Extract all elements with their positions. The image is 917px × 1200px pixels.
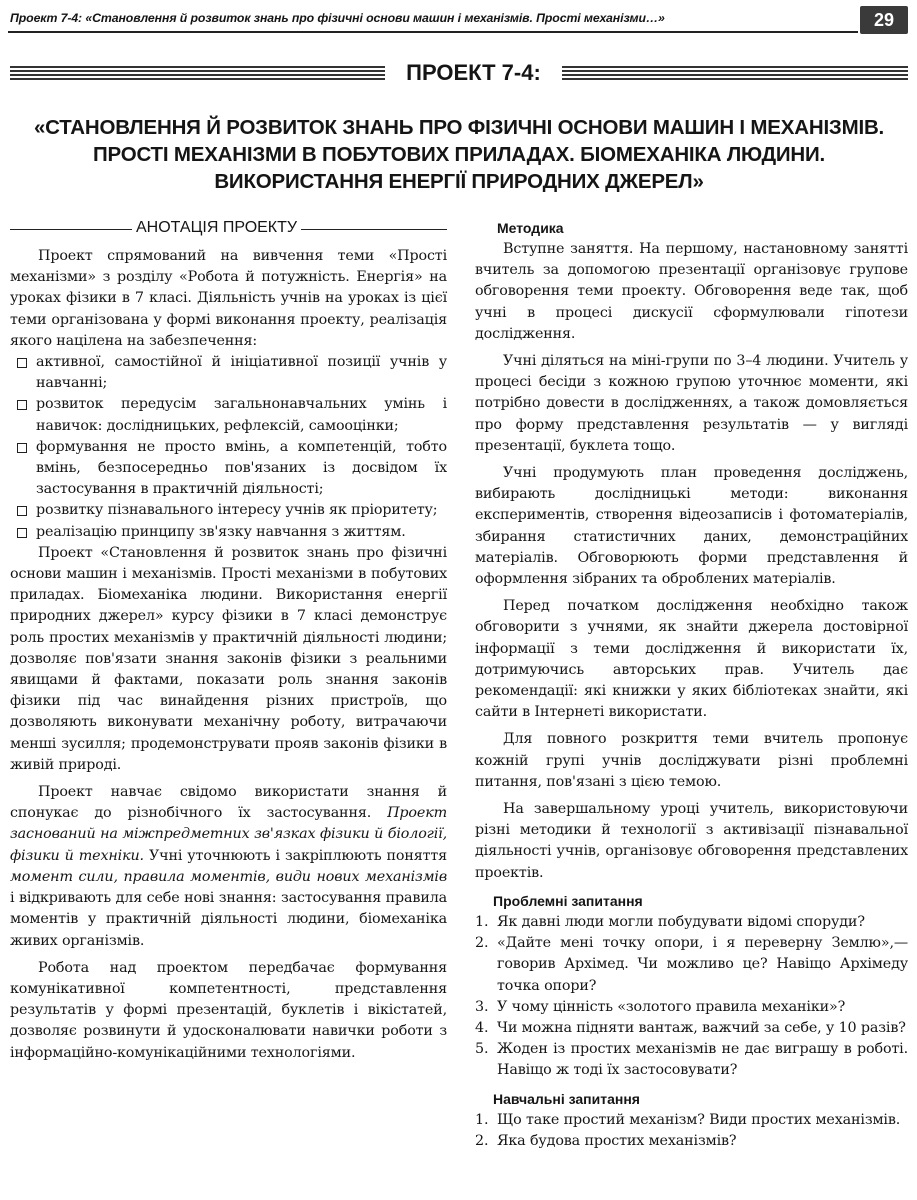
study-questions-list bbox=[475, 1110, 908, 1152]
list-item bbox=[475, 1039, 908, 1081]
item-text: Жоден із простих механізмів не дає виграшу в роботі. Навіщо ж тоді їх застосовувати? bbox=[497, 1041, 908, 1079]
para3-text-a: Проект навчає свідомо використати знання й спонукає до різнобічного їх застосування. bbox=[10, 784, 447, 822]
decorative-stripes-right bbox=[562, 66, 908, 80]
item-number: 1. bbox=[475, 1111, 489, 1128]
problem-questions-heading: Проблемні запитання bbox=[493, 892, 643, 909]
item-number: 5. bbox=[475, 1041, 489, 1058]
bullet-item bbox=[10, 394, 447, 436]
para3-italic-d: момент сили, правила моментів, види нових механізмів bbox=[10, 868, 447, 885]
project-label: ПРОЕКТ 7-4: bbox=[406, 60, 541, 85]
methodology-paragraph: Вступне заняття. На першому, настановному занятті вчитель за допомогою презентації організовує групове обговорення теми проекту. Обговорення веде так, щоб учні в процесі дискусії сформулювали гіпотези дослідження. bbox=[475, 241, 908, 342]
annotation-bullets bbox=[10, 352, 447, 543]
bullet-text: розвиток передусім загальнонавчальних умінь і навичок: дослідницьких, рефлексій, самооцінки; bbox=[36, 396, 447, 434]
list-item bbox=[475, 1131, 908, 1152]
list-item bbox=[475, 912, 908, 933]
checkbox-square-icon bbox=[17, 358, 27, 368]
item-number: 2. bbox=[475, 935, 489, 952]
list-item bbox=[475, 1018, 908, 1039]
para3-italic-b: Проект заснований на міжпредметних зв'язках фізики й біології, фізики й техніки. bbox=[10, 805, 447, 864]
item-text: У чому цінність «золотого правила механіки»? bbox=[497, 998, 846, 1015]
item-text: Що таке простий механізм? Види простих механізмів. bbox=[497, 1111, 901, 1128]
running-title: Проект 7-4: «Становлення й розвиток знань про фізичні основи машин і механізмів. Прості механізми…» bbox=[10, 11, 665, 25]
item-text: «Дайте мені точку опори, і я переверну Землю»,— говорив Архімед. Чи можливо це? Навіщо Архімеду точка опори? bbox=[497, 935, 908, 994]
annotation-paragraph-3 bbox=[10, 782, 447, 952]
list-item bbox=[475, 997, 908, 1018]
bullet-item bbox=[10, 352, 447, 394]
bullet-text: активної, самостійної й ініціативної позиції учнів у навчанні; bbox=[36, 354, 447, 392]
methodology-heading: Методика bbox=[497, 220, 564, 236]
bullet-item bbox=[10, 500, 447, 521]
annotation-intro: Проект спрямований на вивчення теми «Прості механізми» з розділу «Робота й потужність. Енергія» на уроках фізики в 7 класі. Діяльність учнів на уроках із цієї теми організована у формі виконання проекту, реалізація якого націлена на забезпечення: bbox=[10, 248, 447, 349]
checkbox-square-icon bbox=[17, 400, 27, 410]
item-number: 1. bbox=[475, 913, 489, 930]
para3-text-c: Учні уточнюють і закріплюють поняття bbox=[148, 847, 447, 864]
annotation-paragraph-2: Проект «Становлення й розвиток знань про фізичні основи машин і механізмів. Прості механізми в побутових приладах. Біомеханіка людини. Використання енергії природних джерел» курсу фізики в 7 класі демонструє роль простих механізмів у практичній діяльності людини; дозволяє пов'язати знання законів фізики з реальними явищами й фактами, показати роль знання законів фізики під час винайдення різних пристроїв, що дозволяють виконувати механічну роботу, витрачаючи менші зусилля; продемонструвати прояв законів фізики в живій природі. bbox=[10, 544, 447, 773]
left-column bbox=[10, 0, 447, 1064]
bullet-item bbox=[10, 522, 447, 543]
right-column bbox=[475, 217, 908, 1152]
bullet-item bbox=[10, 437, 447, 501]
item-number: 4. bbox=[475, 1019, 489, 1036]
methodology-paragraph: Перед початком дослідження необхідно також обговорити з учнями, як знайти джерела достовірної інформації з теми дослідження й використати їх, дотримуючись авторських прав. Учитель дає рекомендації: які книжки у яких бібліотеках знайти, які сайти в Інтернеті використати. bbox=[475, 598, 908, 721]
annotation-heading bbox=[10, 217, 447, 243]
methodology-paragraph: Учні діляться на міні-групи по 3–4 людини. Учитель у процесі бесіди з кожною групою уточнює моменти, які потрібно довести в дослідженнях, а також домовляється про форму представлення результатів — у вигляді презентації, буклета тощо. bbox=[475, 353, 908, 454]
annotation-paragraph-4: Робота над проектом передбачає формування комунікативної компетентності, представлення результатів у формі презентацій, буклетів і вікістатей, дозволяє розвинути й удосконалювати навички роботи з інформаційно-комунікаційними технологіями. bbox=[10, 959, 447, 1061]
checkbox-square-icon bbox=[17, 506, 27, 516]
item-text: Чи можна підняти вантаж, важчий за себе, у 10 разів? bbox=[497, 1019, 906, 1036]
title-line-2: ПРОСТІ МЕХАНІЗМИ В ПОБУТОВИХ ПРИЛАДАХ. БІОМЕХАНІКА ЛЮДИНИ. bbox=[92, 143, 826, 166]
checkbox-square-icon bbox=[17, 443, 27, 453]
bullet-text: розвитку пізнавального інтересу учнів як пріоритету; bbox=[36, 502, 438, 519]
item-text: Яка будова простих механізмів? bbox=[497, 1132, 737, 1149]
item-text: Як давні люди могли побудувати відомі споруди? bbox=[497, 913, 865, 930]
bullet-text: формування не просто вмінь, а компетенцій, тобто вмінь, безпосередньо пов'язаних із досвідом їх застосування в практичній діяльності; bbox=[36, 438, 447, 498]
methodology-paragraph: На завершальному уроці учитель, використовуючи різні методики й технології з активізації пізнавальної діяльності учнів, організовує обговорення представлених проектів. bbox=[475, 801, 908, 881]
problem-questions-list bbox=[475, 912, 908, 1082]
checkbox-square-icon bbox=[17, 528, 27, 538]
title-line-3: ВИКОРИСТАННЯ ЕНЕРГІЇ ПРИРОДНИХ ДЖЕРЕЛ» bbox=[214, 170, 704, 193]
item-number: 2. bbox=[475, 1132, 489, 1149]
study-questions-heading: Навчальні запитання bbox=[493, 1090, 640, 1107]
bullet-text: реалізацію принципу зв'язку навчання з життям. bbox=[36, 523, 406, 540]
item-number: 3. bbox=[475, 998, 489, 1015]
para3-text-e: і відкривають для себе нові знання: застосування правила моментів у практичній діяльності людини, біомеханіка живих організмів. bbox=[10, 890, 447, 949]
list-item bbox=[475, 933, 908, 997]
list-item bbox=[475, 1110, 908, 1131]
methodology-paragraph: Для повного розкриття теми вчитель пропонує кожній групі учнів досліджувати різні проблемні питання, пов'язані з цією темою. bbox=[475, 731, 908, 790]
title-line-1: «СТАНОВЛЕННЯ Й РОЗВИТОК ЗНАНЬ ПРО ФІЗИЧНІ ОСНОВИ МАШИН І МЕХАНІЗМІВ. bbox=[33, 116, 885, 139]
annotation-heading-text: АНОТАЦІЯ ПРОЕКТУ bbox=[132, 217, 301, 239]
page-number: 29 bbox=[860, 6, 908, 34]
methodology-paragraph: Учні продумують план проведення досліджень, вибирають дослідницькі методи: виконання експериментів, створення відеозаписів і фотоматеріалів, збирання статистичних даних, демонстраційних матеріалів. Обговорюють форми представлення й оформлення зібраних та оброблених матеріалів. bbox=[475, 465, 908, 588]
